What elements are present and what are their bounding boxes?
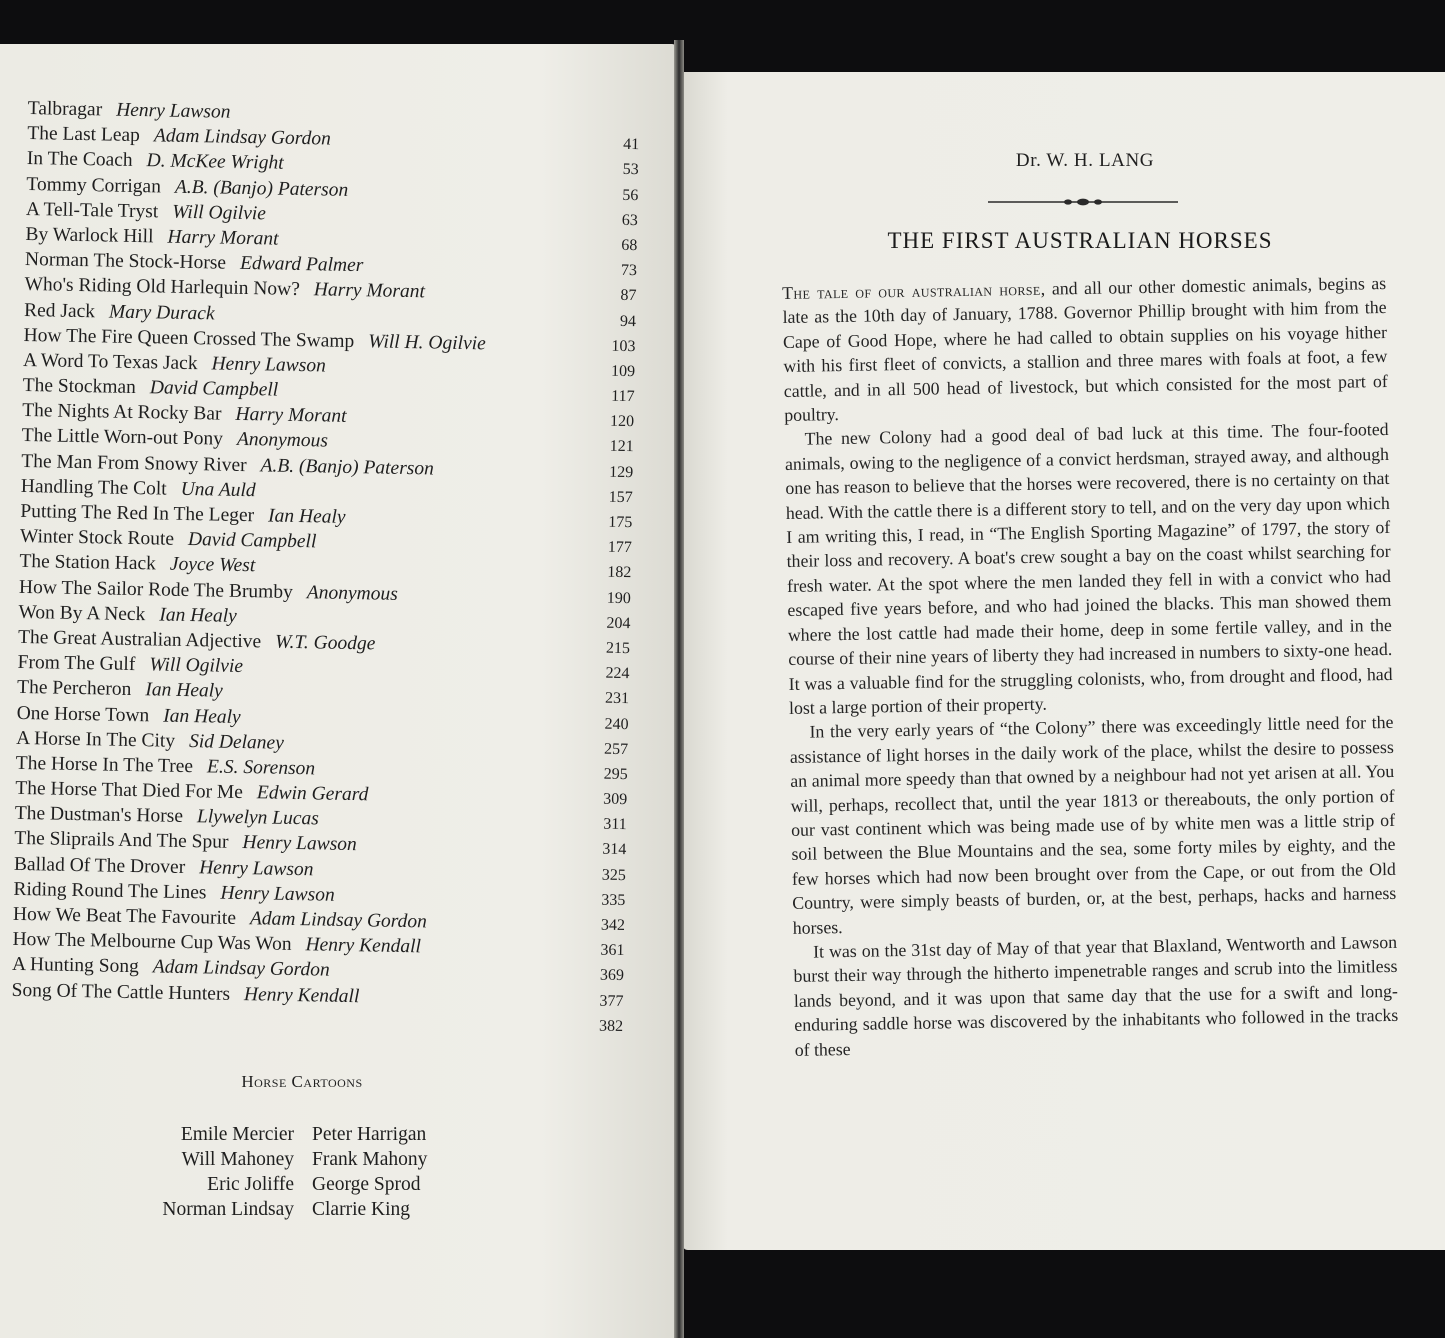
toc-page-number: 68 <box>621 236 638 255</box>
toc-title: The Sliprails And The Spur <box>14 828 229 854</box>
toc-title: A Horse In The City <box>16 727 176 752</box>
toc-author: Ian Healy <box>267 505 346 528</box>
toc-author: Will H. Ogilvie <box>368 330 486 355</box>
toc-title: By Warlock Hill <box>25 223 154 248</box>
toc-author: Henry Lawson <box>220 882 335 906</box>
toc-author: Harry Morant <box>167 226 279 250</box>
chapter-title: THE FIRST AUSTRALIAN HORSES <box>887 228 1273 253</box>
toc-page-number: 314 <box>602 841 627 859</box>
toc-page-number: 231 <box>604 689 630 708</box>
toc-author: Anonymous <box>236 429 329 452</box>
toc-page-number: 120 <box>609 412 635 431</box>
toc-author: Adam Lindsay Gordon <box>152 956 330 982</box>
toc-author: Ian Healy <box>159 604 237 627</box>
paragraph-text: and all our other domestic animals, begins as late as the 10th day of January, 1788. Governor Phillip brought with him from the Cape of Good Hope, where he had called to obtain supplies on his voyage hither with his first fleet of convicts, a stallion and three mares with foals at foot, a few cattle, and in all 500 head of livestock, but which consisted for the most part of poultry. <box>782 272 1388 426</box>
toc-page-number: 129 <box>609 463 634 481</box>
toc-author: David Campbell <box>149 377 279 401</box>
toc-author: Ian Healy <box>145 679 224 702</box>
paragraph: It was on the 31st day of May of that year that Blaxland, Wentworth and Lawson burst their way through the hitherto impenetrable ranges and scrub into the limitless lands beyond, and it was upon that same day that the use for a swift and long-enduring saddle horse was discovered by the inhabitants who followed in the tracks of these <box>793 931 1399 1060</box>
toc-page-number: 121 <box>609 438 634 456</box>
toc-author: Joyce West <box>169 554 256 577</box>
toc-page-number: 53 <box>622 161 639 179</box>
toc-page-number: 109 <box>610 362 636 381</box>
table-of-contents <box>11 96 658 1039</box>
horse-cartoons-section <box>152 1072 482 1222</box>
toc-page-number: 311 <box>603 815 627 834</box>
toc-page-number: 41 <box>623 136 640 154</box>
toc-author: Llywelyn Lucas <box>196 806 320 830</box>
toc-page-number: 377 <box>599 992 624 1010</box>
toc-page-number: 204 <box>606 614 631 632</box>
toc-author: Will Ogilvie <box>172 201 267 225</box>
paragraph: In the very early years of “the Colony” there was exceedingly little need for the assistance of light horses in the daily work of the place, whilst the desire to possess an animal more speedy than that owned by a neighbour had not yet arisen at all. You will, perhaps, recollect that, until the year 1813 or thereabouts, the only portion of our vast continent which was being made use of by white men was a little strip of soil between the Blue Mountains and the sea, some forty miles by eighty, and the few horses which had now been brought over from the Cape, or out from the Old Country, were simply beasts of burden, or, at the best, perhaps, hacks and harness horses. <box>789 712 1397 938</box>
toc-title: The Horse In The Tree <box>15 752 194 778</box>
toc-title: From The Gulf <box>17 652 136 676</box>
toc-page-number: 190 <box>606 589 632 607</box>
cartoonist-name: Frank Mahony <box>312 1149 428 1170</box>
cartoonist-name: Eric Joliffe <box>207 1174 294 1195</box>
toc-page-number: 342 <box>600 916 626 935</box>
toc-page-number: 215 <box>605 639 631 658</box>
toc-title: The Man From Snowy River <box>21 450 247 476</box>
toc-page-number: 369 <box>599 967 625 985</box>
toc-page-number: 240 <box>604 715 629 733</box>
toc-title: The Horse That Died For Me <box>15 777 244 804</box>
toc-title: The Dustman's Horse <box>14 803 184 828</box>
toc-title: Norman The Stock-Horse <box>24 249 227 274</box>
toc-author: Adam Lindsay Gordon <box>153 125 332 150</box>
toc-page-number: 87 <box>620 287 637 305</box>
toc-title: Red Jack <box>23 299 96 322</box>
toc-title: Won By A Neck <box>18 601 146 625</box>
toc-title: A Hunting Song <box>11 954 140 978</box>
toc-title: How The Fire Queen Crossed The Swamp <box>23 324 355 352</box>
toc-title: In The Coach <box>26 148 133 172</box>
toc-author: A.B. (Banjo) Paterson <box>174 176 349 201</box>
toc-page-number: 295 <box>603 765 628 783</box>
book-gutter <box>674 40 684 1338</box>
toc-author: W.T. Goodge <box>274 631 376 655</box>
toc-page-number: 56 <box>622 186 639 204</box>
toc-title: How The Sailor Rode The Brumby <box>18 576 294 603</box>
article-body <box>782 271 1399 1062</box>
toc-page-number: 257 <box>603 740 629 758</box>
toc-author: Henry Kendall <box>305 934 422 958</box>
toc-title: The Great Australian Adjective <box>17 626 262 653</box>
toc-title: How The Melbourne Cup Was Won <box>12 929 292 956</box>
toc-author: Henry Lawson <box>115 99 231 123</box>
cartoonist-name: Clarrie King <box>312 1199 411 1220</box>
toc-title: Putting The Red In The Leger <box>20 500 255 527</box>
toc-title: One Horse Town <box>16 702 150 726</box>
paragraph <box>782 271 1388 427</box>
toc-page-number: 73 <box>620 262 638 280</box>
toc-author: Edwin Gerard <box>256 782 369 806</box>
toc-page-number: 157 <box>608 488 633 506</box>
toc-title: Riding Round The Lines <box>13 878 207 904</box>
toc-page-number: 325 <box>601 866 626 884</box>
toc-title: The Nights At Rocky Bar <box>22 400 222 425</box>
toc-title: Talbragar <box>27 97 103 121</box>
horse-cartoons-heading: Horse Cartoons <box>241 1072 363 1091</box>
toc-page-number: 361 <box>600 941 625 960</box>
toc-author: Anonymous <box>306 581 399 605</box>
toc-title: The Percheron <box>16 677 132 701</box>
toc-page-number: 335 <box>601 891 626 909</box>
toc-author: Henry Lawson <box>198 856 314 880</box>
toc-author: David Campbell <box>187 529 317 553</box>
toc-author: Henry Kendall <box>243 983 360 1007</box>
toc-author: Una Auld <box>180 478 256 502</box>
article-author: Dr. W. H. LANG <box>1015 150 1155 171</box>
toc-page-number: 63 <box>621 211 638 229</box>
toc-author: Harry Morant <box>313 279 426 303</box>
toc-title: Song Of The Cattle Hunters <box>11 979 231 1005</box>
toc-title: Who's Riding Old Harlequin Now? <box>24 274 301 301</box>
toc-page-number: 94 <box>619 312 637 330</box>
cartoonist-name: Emile Mercier <box>180 1124 294 1145</box>
cartoonist-list <box>152 1122 482 1222</box>
toc-title: The Station Hack <box>19 551 157 575</box>
toc-page-number: 175 <box>608 513 633 532</box>
toc-title: How We Beat The Favourite <box>12 903 237 929</box>
toc-page-number: 182 <box>607 564 632 582</box>
toc-title: The Last Leap <box>27 123 141 147</box>
toc-author: Ian Healy <box>163 705 241 728</box>
toc-page-number: 224 <box>605 664 630 683</box>
toc-author: Edward Palmer <box>239 253 364 277</box>
toc-author: D. McKee Wright <box>146 150 284 175</box>
toc-page-number: 177 <box>607 538 632 557</box>
ornament-rule <box>988 196 1178 208</box>
toc-title: Tommy Corrigan <box>26 173 162 198</box>
paragraph: The new Colony had a good deal of bad luck at this time. The four-footed animals, owing to the negligence of a convict herdsman, strayed away, and although one has reason to believe that the horses were recovered, there is no certainty on that head. With the cattle there is a different story to tell, and on the very day upon which I am writing this, I read, in “The English Sporting Magazine” of 1797, the story of their loss and recovery. A boat's crew sought a bay on the coast whilst searching for fresh water. At the spot where the men landed they fell in with a convict who had escaped five years before, and who had joined the blacks. This man showed them where the lost cattle had made their home, deep in some fertile valley, and in the course of their nine years of liberty they had increased in numbers to sixty-one head. It was a valuable find for the struggling colonists, who, from drought and flood, had lost a large portion of their property. <box>784 419 1393 718</box>
toc-title: Handling The Colt <box>20 475 167 500</box>
toc-page-number: 382 <box>598 1017 624 1035</box>
toc-title: A Tell-Tale Tryst <box>25 198 159 223</box>
toc-author: Henry Lawson <box>211 353 327 377</box>
toc-author: Will Ogilvie <box>149 654 244 678</box>
toc-title: The Little Worn-out Pony <box>21 425 224 451</box>
toc-author: Henry Lawson <box>242 832 357 856</box>
toc-title: A Word To Texas Jack <box>22 349 198 375</box>
cartoonist-name: Will Mahoney <box>181 1149 294 1170</box>
toc-page-number: 117 <box>611 387 635 406</box>
toc-page-number: 309 <box>603 790 628 809</box>
toc-page-number: 103 <box>611 337 636 355</box>
cartoonist-name: Norman Lindsay <box>162 1199 294 1220</box>
toc-author: Harry Morant <box>235 404 347 428</box>
toc-author: E.S. Sorenson <box>206 756 316 780</box>
toc-title: Winter Stock Route <box>19 526 175 550</box>
toc-author: Sid Delaney <box>188 730 285 754</box>
cartoonist-name: George Sprod <box>312 1174 421 1195</box>
toc-author: A.B. (Banjo) Paterson <box>260 454 435 480</box>
toc-author: Adam Lindsay Gordon <box>249 908 428 933</box>
toc-title: The Stockman <box>22 375 137 399</box>
toc-title: Ballad Of The Drover <box>13 853 186 878</box>
lead-in: The tale of our australian horse, <box>782 278 1046 303</box>
toc-author: Mary Durack <box>108 301 215 324</box>
cartoonist-name: Peter Harrigan <box>312 1124 427 1145</box>
